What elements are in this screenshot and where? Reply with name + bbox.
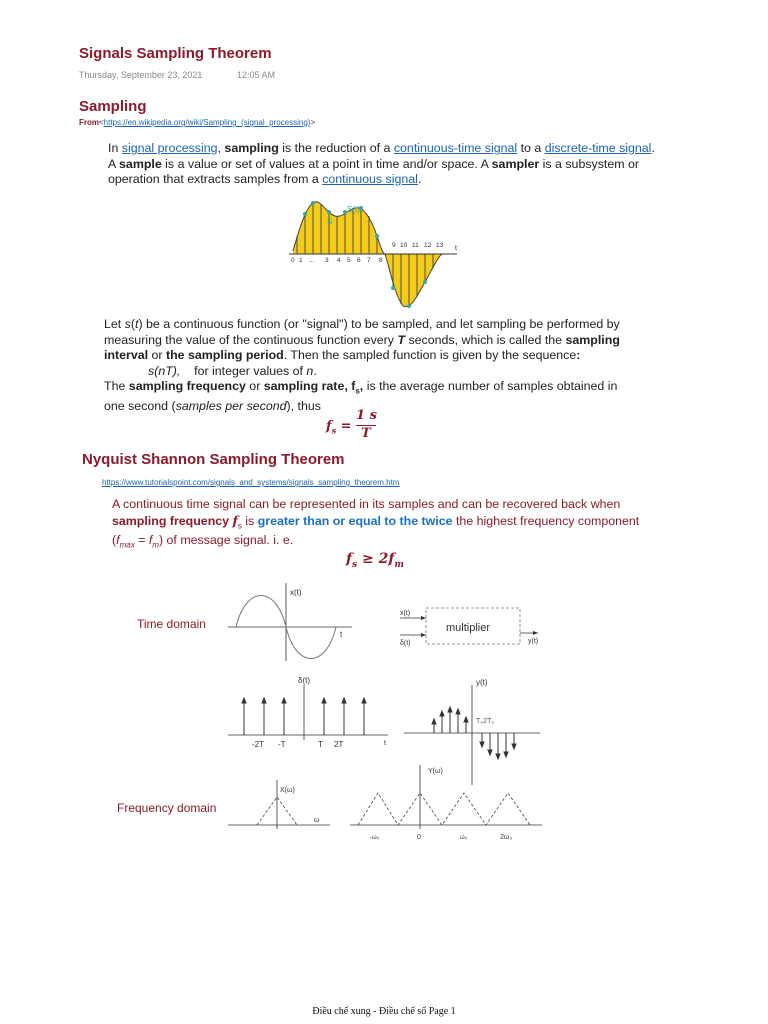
nyquist-diagrams: [220, 575, 560, 855]
time-domain-label: Time domain: [137, 617, 206, 631]
source-link[interactable]: https://en.wikipedia.org/wiki/Sampling_(signal_processing): [103, 118, 311, 127]
time-signal-plot: [228, 583, 352, 661]
svg-text:x(t): x(t): [290, 588, 302, 597]
spectrum-x-plot: [228, 780, 330, 829]
date-stamp: Thursday, September 23, 2021: [79, 70, 203, 80]
svg-text:12: 12: [424, 242, 432, 249]
svg-text:Y(ω): Y(ω): [428, 768, 443, 775]
svg-text:X(ω): X(ω): [280, 787, 295, 794]
nyquist-paragraph: A continuous time signal can be represented in its samples and can be recovered back when sampling frequency $f_s$ is greater than or equal to the twice the highest frequency component $(f_{max} = f_m)$ of message signal. i. e.: [112, 497, 640, 550]
link-signal-processing[interactable]: signal processing: [121, 141, 218, 155]
svg-text:T₀2T₀: T₀2T₀: [476, 718, 495, 725]
svg-text:δ(t): δ(t): [298, 676, 311, 685]
link-discrete-time-signal[interactable]: discrete-time signal: [544, 141, 652, 155]
svg-text:t: t: [384, 740, 386, 747]
svg-text:x(t): x(t): [400, 610, 411, 617]
svg-text:δ(t): δ(t): [400, 640, 411, 647]
time-stamp: 12:05 AM: [237, 70, 276, 80]
st-label: S(t): [347, 205, 360, 214]
sampled-output-plot: [404, 678, 540, 785]
svg-text:11: 11: [412, 242, 419, 249]
nyquist-source-link[interactable]: https://www.tutorialspoint.com/signals_and_systems/signals_sampling_theorem.htm: [102, 478, 400, 487]
svg-text:...: ...: [309, 257, 315, 264]
svg-text:0: 0: [417, 834, 421, 841]
svg-text:-2T: -2T: [252, 740, 264, 749]
svg-text:6: 6: [357, 257, 361, 264]
multiplier-block: [400, 608, 538, 647]
source-line: From<https://en.wikipedia.org/wiki/Sampling_(signal_processing)>: [79, 118, 316, 127]
svg-text:4: 4: [337, 257, 341, 264]
nyquist-heading: Nyquist Shannon Sampling Theorem: [82, 451, 345, 468]
link-continuous-time-signal[interactable]: continuous-time signal: [393, 141, 518, 155]
svg-text:-ω₀: -ω₀: [370, 835, 380, 841]
svg-text:13: 13: [436, 242, 444, 249]
tick-labels-bottom: [291, 257, 383, 264]
svg-text:T: T: [318, 740, 323, 749]
page-footer: Điều chế xung - Điều chế số Page 1: [312, 1006, 456, 1017]
frequency-domain-label: Frequency domain: [117, 801, 217, 815]
svg-text:2ω₀: 2ω₀: [500, 834, 513, 841]
tick-labels-top: [392, 242, 444, 249]
spectrum-y-plot: [350, 765, 542, 841]
intro-paragraph: In signal processing, sampling is the reduction of a continuous-time signal to a discrete-time signal. A sample is a value or set of values at a point in time and/or space. A sampler is a subsystem or operation that extracts samples from a continuous signal.: [108, 141, 655, 186]
sampled-signal-figure: [285, 196, 465, 312]
impulse-train-plot: [228, 676, 388, 749]
svg-text:t: t: [340, 630, 343, 639]
svg-text:y(t): y(t): [528, 638, 539, 645]
svg-text:y(t): y(t): [476, 678, 488, 687]
svg-text:3: 3: [325, 257, 329, 264]
svg-text:1: 1: [299, 257, 303, 264]
svg-text:0: 0: [291, 257, 295, 264]
svg-text:ω₀: ω₀: [460, 835, 468, 841]
nyquist-formula: $f_s \ge 2f_m$: [346, 551, 404, 570]
page-title: Signals Sampling Theorem: [79, 45, 272, 62]
svg-text:multiplier: multiplier: [446, 622, 491, 634]
sampling-heading: Sampling: [79, 98, 147, 115]
svg-text:2T: 2T: [334, 740, 344, 749]
definition-paragraph: Let s(t) be a continuous function (or "signal") to be sampled, and let sampling be performed by measuring the value of the continuous function every T seconds, which is called the sampling interval or the sampling period. Then the sampled function is given by the sequence: s(nT), for integer values of n. The sampling frequency or sampling rate, $f_s$, is the average number of samples obtained in one second (samples per second), thus: [104, 317, 620, 413]
t-axis-label: t: [455, 245, 457, 252]
s-label: S: [327, 217, 333, 226]
svg-text:7: 7: [367, 257, 371, 264]
svg-text:9: 9: [392, 242, 396, 249]
svg-text:10: 10: [400, 242, 408, 249]
svg-text:5: 5: [347, 257, 351, 264]
link-continuous-signal[interactable]: continuous signal: [322, 172, 418, 186]
from-label: From: [79, 118, 99, 127]
svg-text:8: 8: [379, 257, 383, 264]
svg-text:ω: ω: [314, 817, 320, 824]
svg-text:-T: -T: [278, 740, 286, 749]
